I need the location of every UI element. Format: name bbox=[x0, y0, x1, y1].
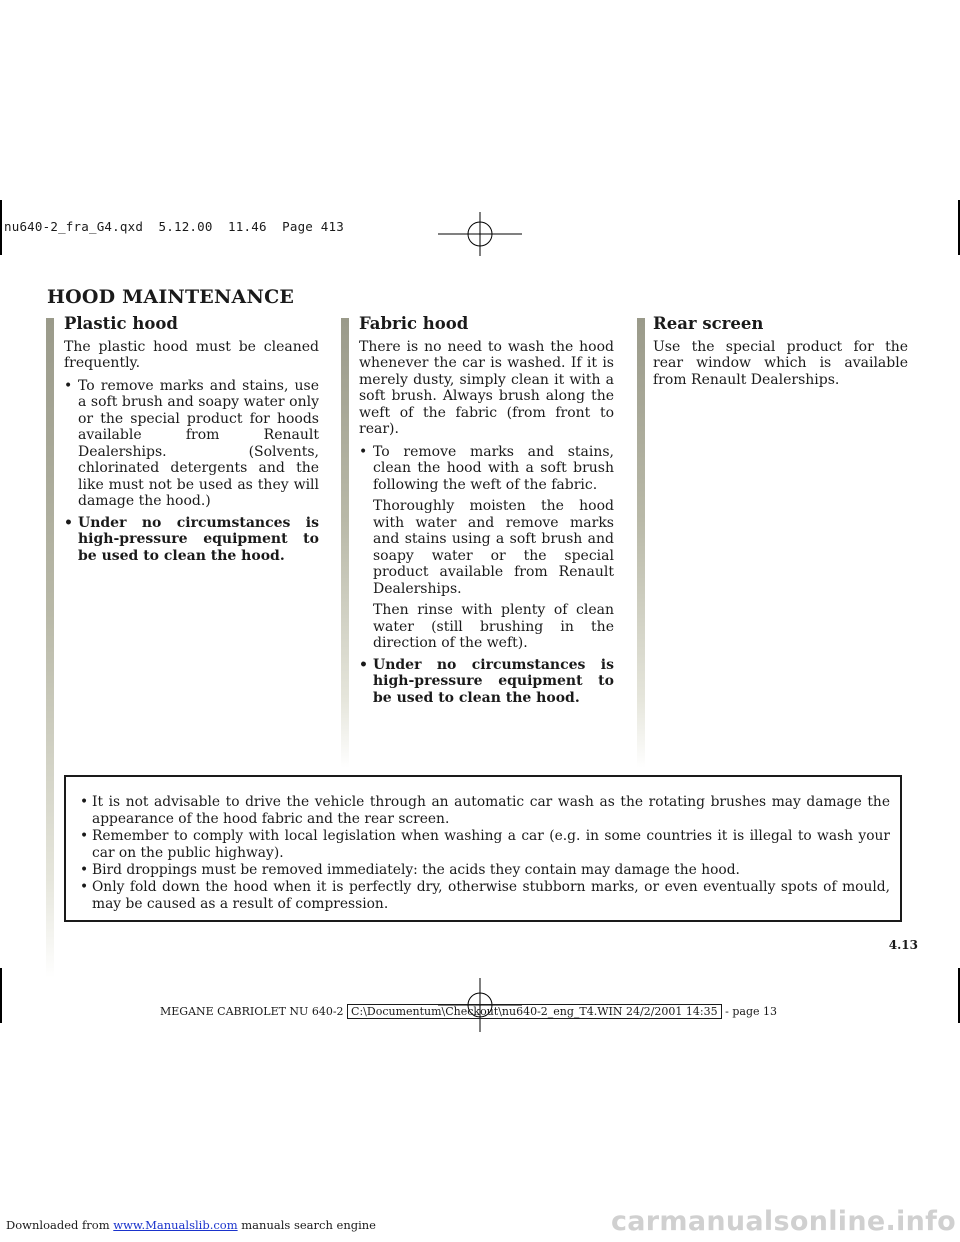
bullet-list bbox=[64, 378, 319, 565]
manualslib-link[interactable]: www.Manualslib.com bbox=[113, 1218, 238, 1232]
download-suffix: manuals search engine bbox=[241, 1218, 376, 1232]
list-item: • To remove marks and stains, use a soft brush and soapy water only or the special product for hoods available from Renault Dealerships. (Solvents, chlorinated detergents and the like must not be used as they will damage the hood.) bbox=[64, 378, 319, 510]
paragraph: The plastic hood must be cleaned frequently. bbox=[64, 338, 319, 371]
note-box bbox=[64, 775, 902, 922]
warning-item: • Under no circumstances is high-pressure equipment to be used to clean the hood. bbox=[64, 515, 319, 565]
bullet-list bbox=[359, 444, 614, 494]
page-title: HOOD MAINTENANCE bbox=[47, 286, 295, 308]
note-item: • Remember to comply with local legislation when washing a car (e.g. in some countries it is illegal to wash your car on the public highway). bbox=[80, 828, 890, 862]
footer-path: C:\Documentum\Checkout\nu640-2_eng_T4.WIN 24/2/2001 14:35 bbox=[347, 1004, 722, 1019]
column-plastic-hood bbox=[64, 316, 319, 569]
page-number: 4.13 bbox=[888, 938, 918, 952]
download-banner bbox=[6, 1218, 376, 1232]
download-prefix: Downloaded from bbox=[6, 1218, 110, 1232]
note-item: • Only fold down the hood when it is perfectly dry, otherwise stubborn marks, or even eventually spots of mould, may be caused as a result of compression. bbox=[80, 879, 890, 913]
column-bar bbox=[637, 318, 645, 768]
column-rear-screen bbox=[653, 316, 908, 394]
file-slug: nu640-2_fra_G4.qxd 5.12.00 11.46 Page 413 bbox=[4, 219, 344, 234]
footer bbox=[160, 1005, 777, 1018]
registration-mark-top bbox=[438, 212, 522, 256]
crop-mark bbox=[0, 200, 2, 255]
watermark: carmanualsonline.info bbox=[610, 1206, 956, 1237]
paragraph: There is no need to wash the hood whenever the car is washed. If it is merely dusty, simply clean it with a soft brush. Always brush along the weft of the fabric (from front to rear). bbox=[359, 338, 614, 437]
section-heading: Plastic hood bbox=[64, 314, 178, 333]
column-bar bbox=[341, 318, 349, 768]
paragraph: Use the special product for the rear window which is available from Renault Dealerships. bbox=[653, 338, 908, 388]
note-list bbox=[80, 794, 890, 913]
note-item: • It is not advisable to drive the vehicle through an automatic car wash as the rotating brushes may damage the appearance of the hood fabric and the rear screen. bbox=[80, 794, 890, 828]
paragraph: Then rinse with plenty of clean water (still brushing in the direction of the weft). bbox=[373, 602, 614, 651]
footer-left: MEGANE CABRIOLET NU 640-2 bbox=[160, 1005, 344, 1018]
bullet-list bbox=[359, 657, 614, 707]
column-bar bbox=[46, 318, 54, 978]
crop-mark bbox=[0, 968, 2, 1023]
column-fabric-hood bbox=[359, 316, 614, 711]
paragraph: Thoroughly moisten the hood with water and remove marks and stains using a soft brush and soapy water or the special product available from Renault Dealerships. bbox=[373, 498, 614, 597]
list-item: • To remove marks and stains, clean the hood with a soft brush following the weft of the fabric. bbox=[359, 444, 614, 494]
note-item: • Bird droppings must be removed immediately: the acids they contain may damage the hood. bbox=[80, 862, 890, 879]
warning-item: • Under no circumstances is high-pressure equipment to be used to clean the hood. bbox=[359, 657, 614, 707]
footer-right: - page 13 bbox=[725, 1005, 777, 1018]
section-heading: Fabric hood bbox=[359, 314, 469, 333]
section-heading: Rear screen bbox=[653, 314, 764, 333]
